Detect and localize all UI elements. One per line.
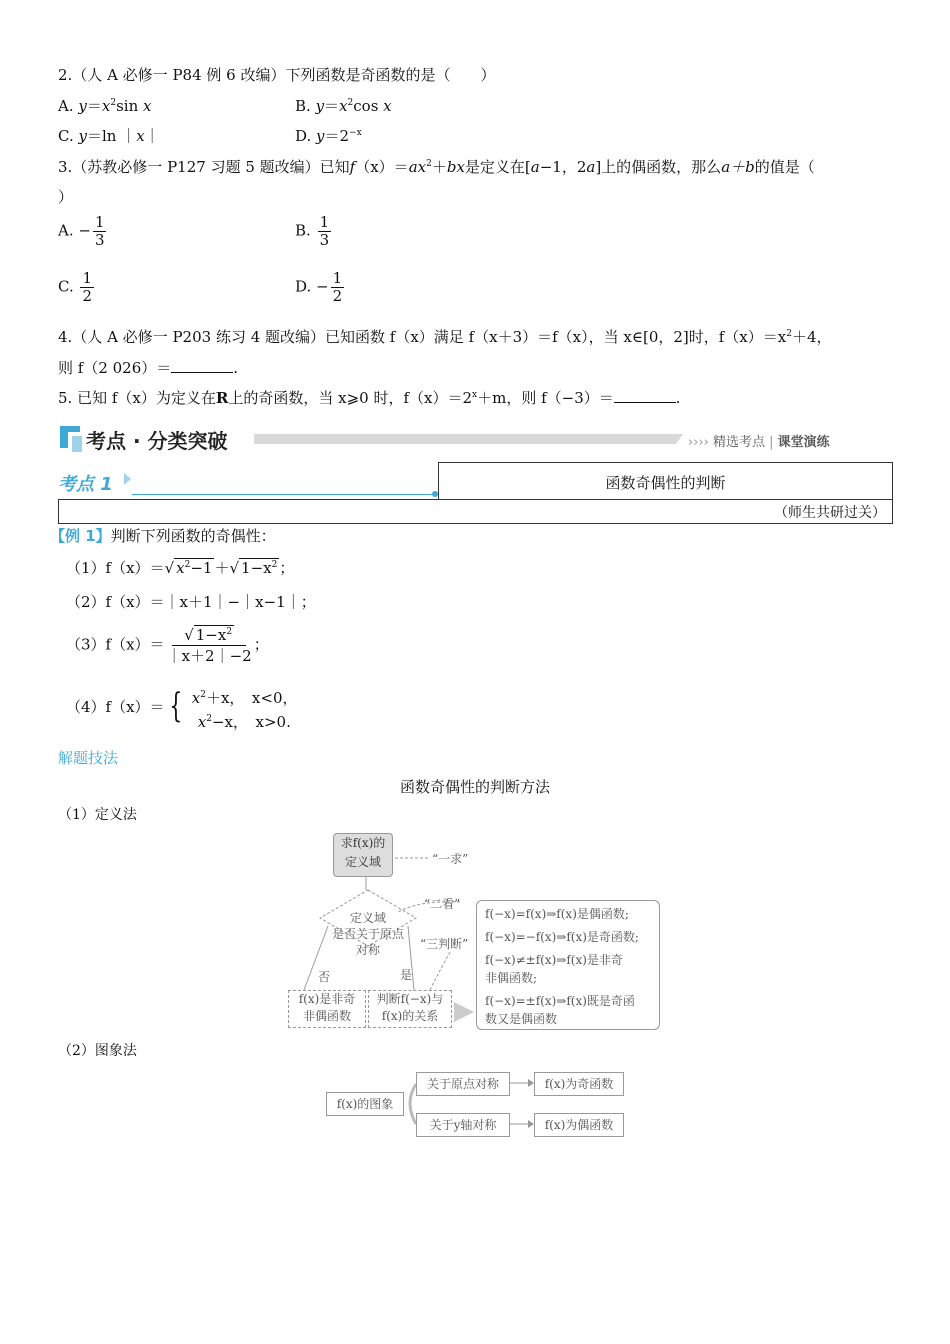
q5-text: 5. 已知 f（x）为定义在R上的奇函数，当 x⩾0 时，$f(x)=2^x+m$，则 f（−3）＝ . (58, 389, 681, 407)
label-yes: 是 (400, 968, 413, 982)
flowchart-graph (320, 1066, 640, 1140)
example-item-2: （2）f（x）＝｜x＋1｜−｜x−1｜； (66, 593, 316, 611)
banner-title: 考点 · 分类突破 (86, 429, 228, 453)
label-no: 否 (318, 970, 331, 984)
section-banner (58, 422, 893, 458)
example-item-3: （3）f（x）＝ $\frac{√ 1-x^2}{|x+2|-2}$ ； (66, 626, 269, 665)
q2-option-a: A. $y=x^2\sin$ x (58, 97, 152, 115)
box-judge: 判断f(−x)与 f(x)的关系 (368, 990, 452, 1028)
brace-icon: { (169, 686, 183, 726)
note-three: “三判断” (420, 937, 469, 951)
box-odd: f(x)为奇函数 (534, 1072, 624, 1096)
box-even: f(x)为偶函数 (534, 1113, 624, 1137)
example-line: 【例 1】判断下列函数的奇偶性： (50, 527, 276, 545)
answer-blank[interactable] (171, 360, 233, 373)
example-item-1: （1）f（x）＝√ $x^2-1$ ＋√ $1-x^2$ ； (66, 559, 295, 577)
method-title: 函数奇偶性的判断方法 (399, 778, 550, 796)
kaodian-tag: 考点 1 (58, 474, 113, 495)
note-two: “二看” (424, 897, 461, 911)
q3-stem-close: ） (58, 188, 74, 206)
method-sub1: （1）定义法 (58, 807, 137, 823)
result-4: f(−x)=±f(x)⇒f(x)既是奇函 数又是偶函数 (485, 994, 635, 1026)
example-item-4: （4）f（x）＝ { $x^2+x$， x<0， $x^2-x$， x>0. (66, 686, 298, 734)
result-3: f(−x)≠±f(x)⇒f(x)是非奇 非偶函数; (485, 953, 623, 985)
case-1: $x^2+x$， x<0， (191, 689, 298, 707)
kaodian-title: 函数奇偶性的判断 (605, 474, 726, 492)
box-y-symmetry: 关于y轴对称 (416, 1113, 510, 1137)
q3-stem: 3.（苏教必修一 P127 习题 5 题改编）已知$f(x)=ax^2+bx$是定义在[a−1，2a]上的偶函数，那么a＋b的值是（ (58, 158, 815, 176)
q3-option-d: D. − $\frac{1}{2}$ (295, 269, 343, 305)
q3-option-b: B. $\frac{1}{3}$ (295, 213, 330, 249)
result-2: f(−x)=−f(x)⇒f(x)是奇函数; (485, 930, 639, 944)
banner-right: ›››› 精选考点 | 课堂演练 (688, 435, 830, 450)
q2-option-d: D. $y=2^{-x}$ (295, 127, 362, 145)
note-one: “一求” (432, 852, 469, 866)
kaodian-note: （师生共研过关） (774, 505, 886, 521)
q4-line2: 则 f（2 026）＝ . (58, 359, 239, 377)
box-domain: 求f(x)的 定义域 (333, 833, 393, 877)
kaodian-line (132, 494, 436, 495)
box-results (476, 900, 660, 1030)
box-graph: f(x)的图象 (326, 1092, 404, 1116)
kaodian-arrow-icon (124, 473, 131, 485)
q2-stem: 2.（人 A 必修一 P84 例 6 改编）下列函数是奇函数的是（ ） (58, 66, 496, 84)
flowchart-definition (280, 830, 670, 1035)
q4-line1: 4.（人 A 必修一 P203 练习 4 题改编）已知函数 f（x）满足 f（x＋3）＝f（x），当 x∈[0，2]时，$f(x)=x^2+4$， (58, 328, 832, 346)
q3-option-c: C. $\frac{1}{2}$ (58, 269, 93, 305)
result-1: f(−x)=f(x)⇒f(x)是偶函数; (485, 907, 629, 921)
diamond-text: 定义域 是否关于原点 对称 (331, 911, 404, 957)
answer-blank[interactable] (614, 390, 676, 403)
method-heading: 解题技法 (58, 749, 119, 767)
box-neither: f(x)是非奇 非偶函数 (288, 990, 366, 1028)
example-label: 【例 1】 (50, 527, 111, 545)
q2-option-b: B. $y=x^2\cos$ x (295, 97, 392, 115)
box-origin-symmetry: 关于原点对称 (416, 1072, 510, 1096)
q2-option-c: C. y＝ln ｜x｜ (58, 127, 160, 145)
method-sub2: （2）图象法 (58, 1043, 137, 1059)
case-2: $x^2-x$， x>0. (197, 713, 291, 731)
q3-option-a: A. − $\frac{1}{3}$ (58, 213, 105, 249)
